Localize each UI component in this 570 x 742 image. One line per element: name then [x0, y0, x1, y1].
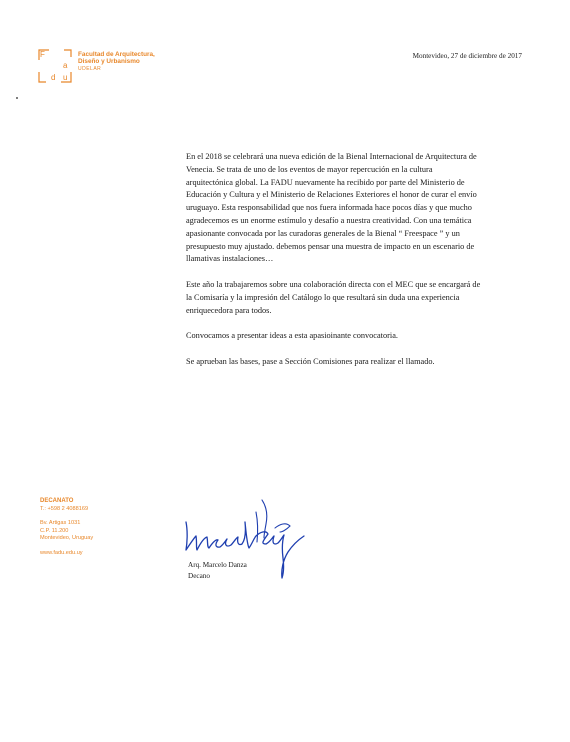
p2-line: la Comisaría y la impresión del Catálogo lo que resultará sin duda una experiencia	[186, 292, 460, 302]
institution-name	[78, 51, 155, 73]
p4-line: Se aprueban las bases, pase a Sección Comisiones para realizar el llamado.	[186, 356, 435, 366]
paragraph-2	[186, 279, 526, 317]
signer-role: Decano	[188, 571, 210, 580]
p1-line: En el 2018 se celebrará una nueva edición de la Bienal Internacional de Arquitectura de	[186, 152, 477, 161]
letter-body	[186, 151, 526, 381]
paragraph-4	[186, 356, 526, 369]
logo-letter-u: u	[63, 73, 68, 82]
footer-address	[40, 498, 93, 558]
footer-web[interactable]: www.fadu.edu.uy	[40, 549, 83, 556]
paragraph-3	[186, 330, 526, 343]
p1-line: llamativas instalaciones…	[186, 254, 274, 264]
p1-line: presupuesto muy ajustado. debemos pensar una muestra de impacto en un escenario de	[186, 241, 475, 251]
p2-line: enriquecedora para todos.	[186, 305, 272, 315]
p1-line: Venecia. Se trata de uno de los eventos de mayor repercución en la cultura	[186, 164, 433, 174]
p1-line: uruguayo. Esta responsabilidad que nos fuera informada hace pocos días y que mucho	[186, 203, 472, 213]
institution-line2: Diseño y Urbanismo	[78, 58, 140, 66]
signer-name: Arq. Marcelo Danza	[188, 561, 247, 569]
p3-line: Convocamos a presentar ideas a esta apasioinante convocatoria.	[186, 331, 398, 341]
fadu-logo	[38, 49, 72, 83]
footer-address1: Bv. Artigas 1031	[40, 520, 81, 527]
p1-line: agradecemos es un enorme estímulo y desafío a nuestra creatividad. Con una temática	[186, 215, 472, 225]
footer-address2: C.P. 11.200	[40, 527, 69, 534]
footer-address3: Montevideo, Uruguay	[40, 535, 94, 542]
scan-mark	[16, 97, 18, 99]
p2-line: Este año la trabajaremos sobre una colaboración directa con el MEC que se encargará de	[186, 279, 481, 289]
p1-line: apasionante convocada por las curadoras generales de la Bienal “ Freespace ” y un	[186, 228, 460, 238]
footer-phone: T.: +598 2 4088169	[40, 505, 89, 512]
institution-udelar: UDELAR	[78, 65, 102, 72]
institution-line1: Facultad de Arquitectura,	[78, 51, 155, 58]
logo-letter-d: d	[51, 73, 56, 82]
logo-letter-a: a	[63, 61, 68, 70]
footer-title: DECANATO	[40, 498, 74, 504]
paragraph-1	[186, 151, 526, 266]
p1-line: arquitectónica global. La FADU nuevamente ha recibido por parte del Ministerio de	[186, 177, 465, 187]
signer-block	[188, 560, 247, 581]
p1-line: Educación y Cultura y el Ministerio de Relaciones Exteriores el honor de curar el envío	[186, 190, 477, 200]
letter-date: Montevideo, 27 de diciembre de 2017	[412, 52, 522, 60]
logo-letter-f: F	[40, 50, 45, 59]
